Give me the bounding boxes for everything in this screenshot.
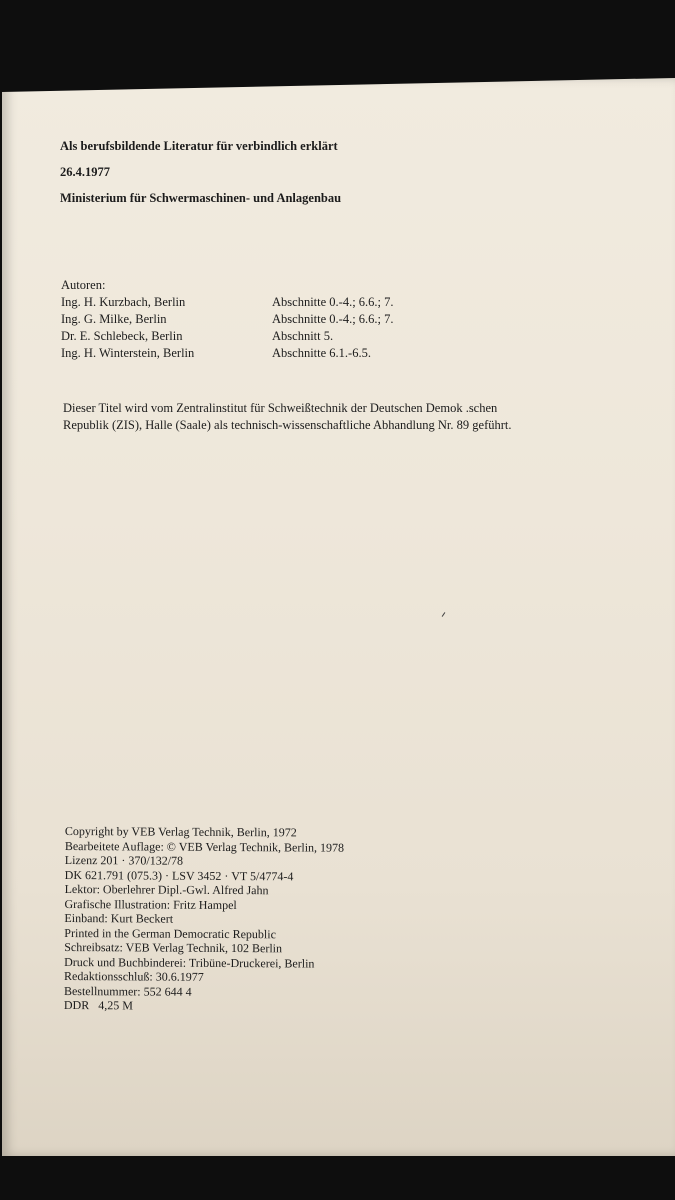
authors-heading: Autoren: (61, 278, 106, 292)
imprint-line: Schreibsatz: VEB Verlag Technik, 102 Berlin (64, 939, 283, 956)
author-sections: Abschnitte 6.1.-6.5. (272, 346, 371, 360)
author-name: Ing. G. Milke, Berlin (61, 312, 167, 326)
imprint-line: Lektor: Oberlehrer Dipl.-Gwl. Alfred Jahn (64, 881, 269, 898)
imprint-line: Bestellnummer: 552 644 4 (63, 983, 192, 999)
authors-block (61, 277, 394, 362)
imprint-line: Bearbeitete Auflage: © VEB Verlag Technik, Berlin, 1978 (64, 838, 345, 855)
notice-line: Dieser Titel wird vom Zentralinstitut für Schweißtechnik der Deutschen Demok .schen (63, 401, 498, 415)
imprint-line: Lizenz 201 · 370/132/78 (64, 852, 184, 868)
approval-ministry: Ministerium für Schwermaschinen- und Anlagenbau (60, 191, 342, 205)
imprint-block (64, 824, 344, 1014)
imprint-line: Copyright by VEB Verlag Technik, Berlin, 1972 (64, 824, 297, 840)
author-row (61, 345, 394, 362)
notice-line: Republik (ZIS), Halle (Saale) als technisch-wissenschaftliche Abhandlung Nr. 89 geführt. (63, 418, 512, 432)
imprint-line: Printed in the German Democratic Republic (64, 925, 276, 941)
author-row (61, 311, 394, 328)
approval-block (60, 138, 341, 216)
author-name: Ing. H. Winterstein, Berlin (61, 346, 195, 360)
author-sections: Abschnitte 0.-4.; 6.6.; 7. (272, 295, 394, 309)
approval-date: 26.4.1977 (60, 165, 110, 179)
author-sections: Abschnitt 5. (272, 329, 334, 343)
imprint-line: Druck und Buchbinderei: Tribüne-Druckerei, Berlin (64, 954, 315, 971)
imprint-line: DK 621.791 (075.3) · LSV 3452 · VT 5/4774-4 (64, 867, 294, 883)
show-through-text (415, 155, 565, 195)
imprint-line: DDR 4,25 M (63, 997, 133, 1013)
author-name: Ing. H. Kurzbach, Berlin (61, 295, 186, 309)
author-sections: Abschnitte 0.-4.; 6.6.; 7. (272, 312, 394, 326)
authors-table (61, 294, 394, 362)
approval-statement: Als berufsbildende Literatur für verbindlich erklärt (60, 139, 338, 153)
author-row (61, 328, 394, 345)
author-row (61, 294, 394, 311)
zis-notice (63, 400, 512, 434)
imprint-line: Grafische Illustration: Fritz Hampel (64, 896, 237, 912)
author-name: Dr. E. Schlebeck, Berlin (61, 329, 183, 343)
imprint-line: Einband: Kurt Beckert (64, 910, 174, 926)
imprint-line: Redaktionsschluß: 30.6.1977 (64, 968, 204, 984)
